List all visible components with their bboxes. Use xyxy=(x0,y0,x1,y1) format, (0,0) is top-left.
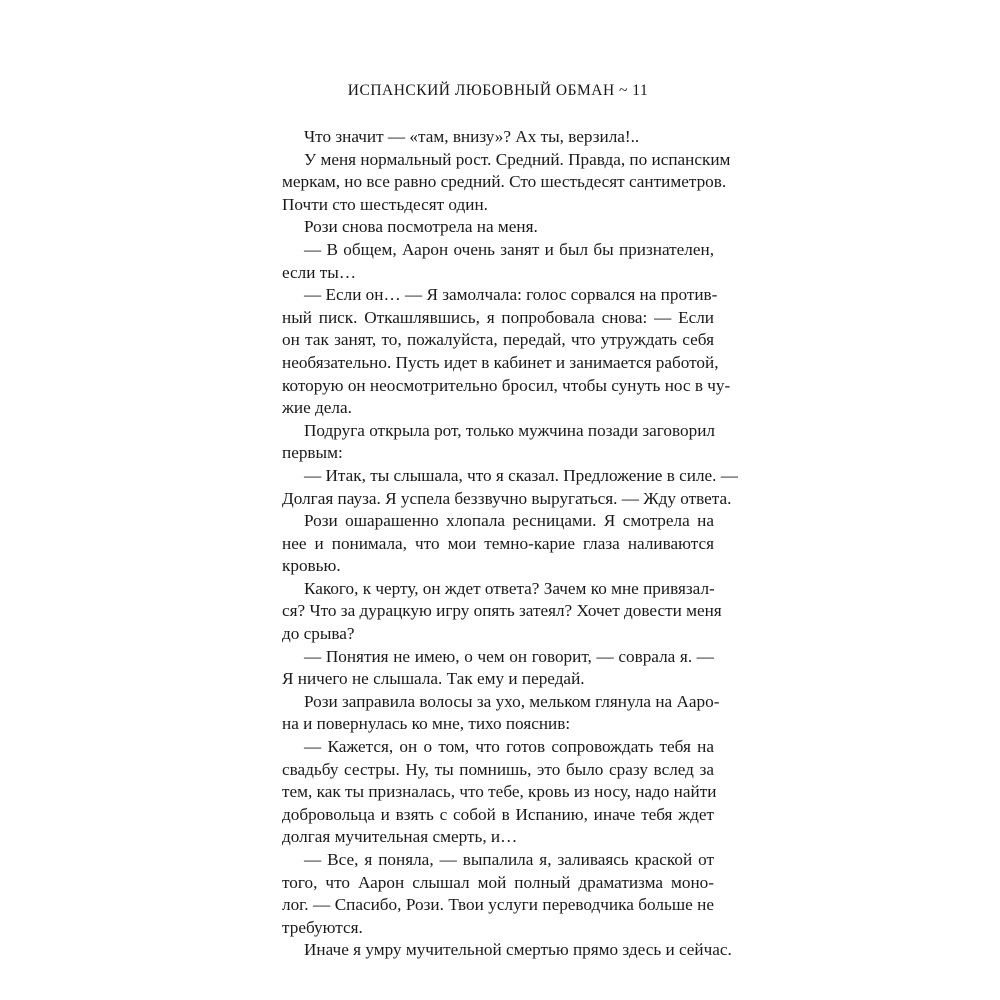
text-line: Рози заправила волосы за ухо, мельком глянула на Аaро- xyxy=(304,691,720,711)
body-text xyxy=(282,126,738,962)
text-line: если ты… xyxy=(282,262,357,282)
text-line: добровольца и взять с собой в Испанию, иначе тебя ждет xyxy=(282,804,714,824)
text-line: первым: xyxy=(282,443,343,463)
text-line: до срыва? xyxy=(282,624,355,644)
text-line: требуются. xyxy=(282,917,363,937)
text-line: — Если он… — Я замолчала: голос сорвался на против- xyxy=(304,285,718,305)
text-line: — Все, я поняла, — выпалила я, заливаясь краской от xyxy=(304,850,714,869)
text-line: лог. — Спасибо, Рози. Твои услуги переводчика больше не xyxy=(282,895,714,915)
text-line: необязательно. Пусть идет в кабинет и занимается работой, xyxy=(282,352,719,372)
text-line: Почти сто шестьдесят один. xyxy=(282,194,488,214)
text-line: Иначе я умру мучительной смертью прямо здесь и сейчас. xyxy=(304,940,732,960)
text-line: которую он неосмотрительно бросил, чтобы сунуть нос в чу- xyxy=(282,375,731,395)
text-line: — Итак, ты слышала, что я сказал. Предложение в силе. — xyxy=(304,465,738,485)
text-line: меркам, но все равно средний. Сто шестьдесят сантиметров. xyxy=(282,172,727,192)
text-line: У меня нормальный рост. Средний. Правда, по испанским xyxy=(304,149,731,169)
text-line: тем, как ты призналась, что тебе, кровь из носу, надо найти xyxy=(282,782,717,802)
text-line: Подруга открыла рот, только мужчина позади заговорил xyxy=(304,420,715,440)
text-line: Рози ошарашенно хлопала ресницами. Я смотрела на xyxy=(304,511,714,531)
text-line: — Понятия не имею, о чем он говорит, — соврала я. — xyxy=(304,646,714,666)
text-line: Рози снова посмотрела на меня. xyxy=(304,217,538,237)
text-line: ный писк. Откашлявшись, я попробовала снова: — Если xyxy=(282,307,714,327)
text-line: нее и понимала, что мои темно-карие глаза наливаются xyxy=(282,533,714,553)
text-line: Долгая пауза. Я успела беззвучно выругаться. — Жду ответа. xyxy=(282,488,732,508)
text-line: Что значит — «там, внизу»? Ах ты, верзила!.. xyxy=(304,127,640,146)
text-line: свадьбу сестры. Ну, ты помнишь, это было сразу вслед за xyxy=(282,759,714,779)
text-line: ся? Что за дурацкую игру опять затеял? Хочет довести меня xyxy=(282,601,722,621)
text-line: — Кажется, он о том, что готов сопровождать тебя на xyxy=(304,737,714,757)
text-line: жие дела. xyxy=(282,398,352,418)
text-line: кровью. xyxy=(282,556,341,576)
text-line: долгая мучительная смерть, и… xyxy=(282,827,518,847)
text-line: Какого, к черту, он ждет ответа? Зачем ко мне привязал- xyxy=(304,578,715,598)
text-line: на и повернулась ко мне, тихо пояснив: xyxy=(282,714,571,734)
text-line: он так занят, то, пожалуйста, передай, что утруждать себя xyxy=(282,330,714,350)
text-line: Я ничего не слышала. Так ему и передай. xyxy=(282,669,585,689)
text-line: того, что Аарон слышал мой полный драматизма моно- xyxy=(282,872,714,892)
running-head: ИСПАНСКИЙ ЛЮБОВНЫЙ ОБМАН ~ 11 xyxy=(347,82,649,99)
text-line: — В общем, Аарон очень занят и был бы признателен, xyxy=(304,239,714,259)
